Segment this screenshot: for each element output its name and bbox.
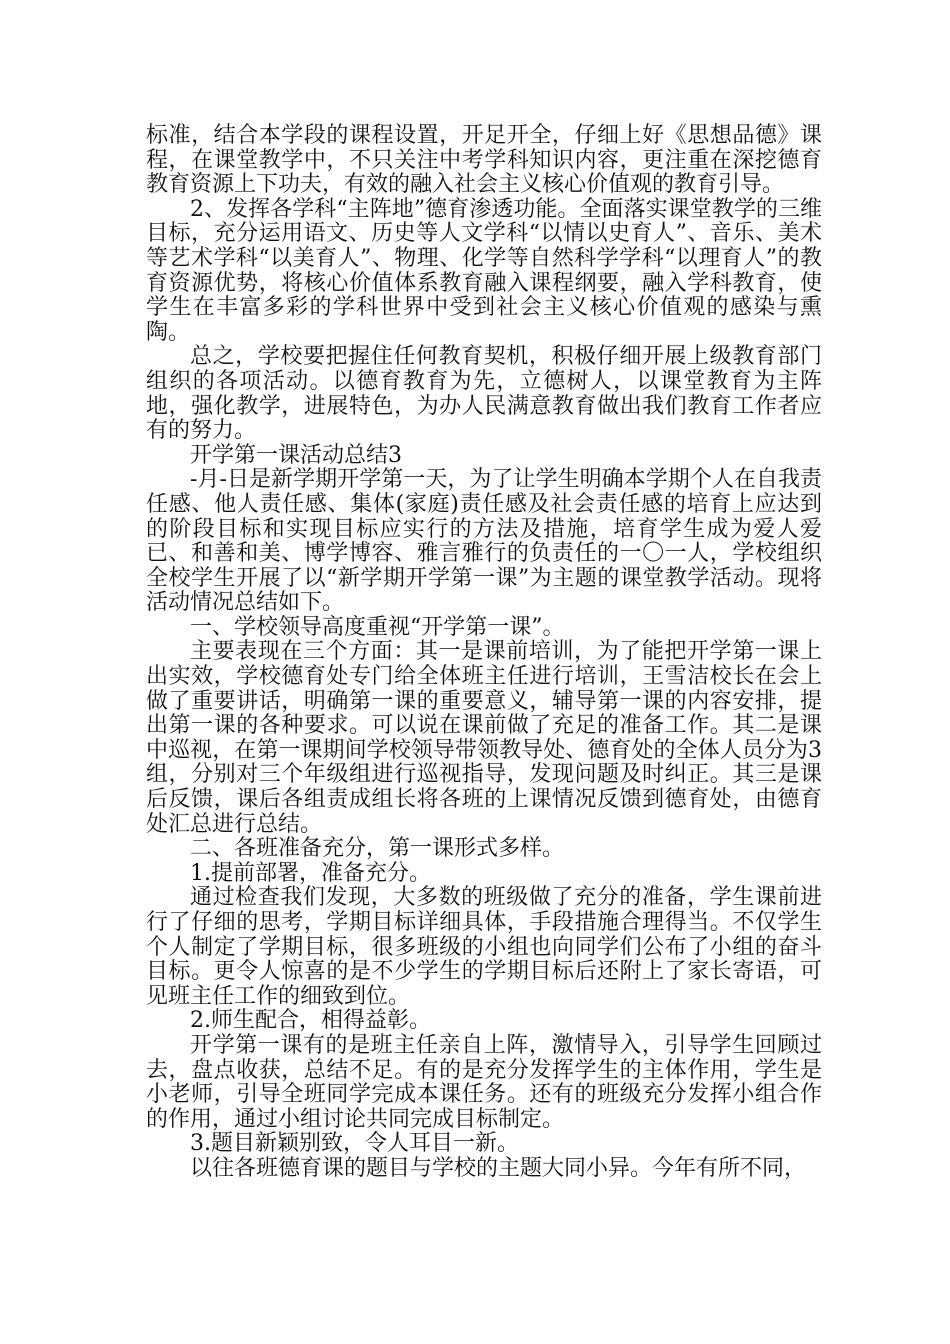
heading: 二、各班准备充分，第一课形式多样。	[190, 836, 565, 862]
paragraph: 以往各班德育课的题目与学校的主题大同小异。今年有所不同，	[190, 1155, 807, 1181]
heading: 一、学校领导高度重视“开学第一课”。	[190, 614, 565, 640]
document-body	[146, 124, 822, 1182]
paragraph: 标准，结合本学段的课程设置，开足开全，仔细上好《思想品德》课程，在课堂教学中，不只关注中考学科知识内容，更注重在深挖德育教育资源上下功夫，有效的融入社会主义核心价值观的教育引导。	[146, 123, 822, 198]
subheading: 1.提前部署，准备充分。	[190, 860, 431, 886]
paragraph: 开学第一课有的是班主任亲自上阵，激情导入，引导学生回顾过去，盘点收获，总结不足。有的是充分发挥学生的主体作用，学生是小老师，引导全班同学完成本课任务。还有的班级充分发挥小组合作的作用，通过小组讨论共同完成目标制定。	[146, 1032, 822, 1132]
paragraph: 总之，学校要把握住任何教育契机，积极仔细开展上级教育部门组织的各项活动。以德育教育为先，立德树人，以课堂教育为主阵地，强化教学，进展特色，为办人民满意教育做出我们教育工作者应有的努力。	[146, 344, 822, 444]
paragraph: 2、发挥各学科“主阵地”德育渗透功能。全面落实课堂教学的三维目标，充分运用语文、历史等人文学科“以情以史育人”、音乐、美术等艺术学科“以美育人”、物理、化学等自然科学学科“以理育人”的教育资源优势，将核心价值体系教育融入课程纲要，融入学科教育，使学生在丰富多彩的学科世界中受到社会主义核心价值观的感染与熏陶。	[146, 196, 822, 345]
subheading: 3.题目新颖别致，令人耳目一新。	[190, 1131, 519, 1157]
paragraph: 主要表现在三个方面：其一是课前培训，为了能把开学第一课上出实效，学校德育处专门给全体班主任进行培训，王雪洁校长在会上做了重要讲话，明确第一课的重要意义，辅导第一课的内容安排，提出第一课的各种要求。可以说在课前做了充足的准备工作。其二是课中巡视，在第一课期间学校领导带领教导处、德育处的全体人员分为3组，分别对三个年级组进行巡视指导，发现问题及时纠正。其三是课后反馈，课后各组责成组长将各班的上课情况反馈到德育处，由德育处汇总进行总结。	[146, 639, 822, 837]
section-title: 开学第一课活动总结3	[190, 442, 402, 468]
paragraph: 通过检查我们发现，大多数的班级做了充分的准备，学生课前进行了仔细的思考，学期目标详细具体，手段措施合理得当。不仅学生个人制定了学期目标，很多班级的小组也向同学们公布了小组的奋斗目标。更令人惊喜的是不少学生的学期目标后还附上了家长寄语，可见班主任工作的细致到位。	[146, 885, 822, 1009]
subheading: 2.师生配合，相得益彰。	[190, 1008, 431, 1034]
paragraph: -月-日是新学期开学第一天，为了让学生明确本学期个人在自我责任感、他人责任感、集体(家庭)责任感及社会责任感的培育上应达到的阶段目标和实现目标应实行的方法及措施，培育学生成为爱人爱已、和善和美、博学博容、雅言雅行的负责任的一〇一人，学校组织全校学生开展了以“新学期开学第一课”为主题的课堂教学活动。现将活动情况总结如下。	[146, 467, 822, 616]
